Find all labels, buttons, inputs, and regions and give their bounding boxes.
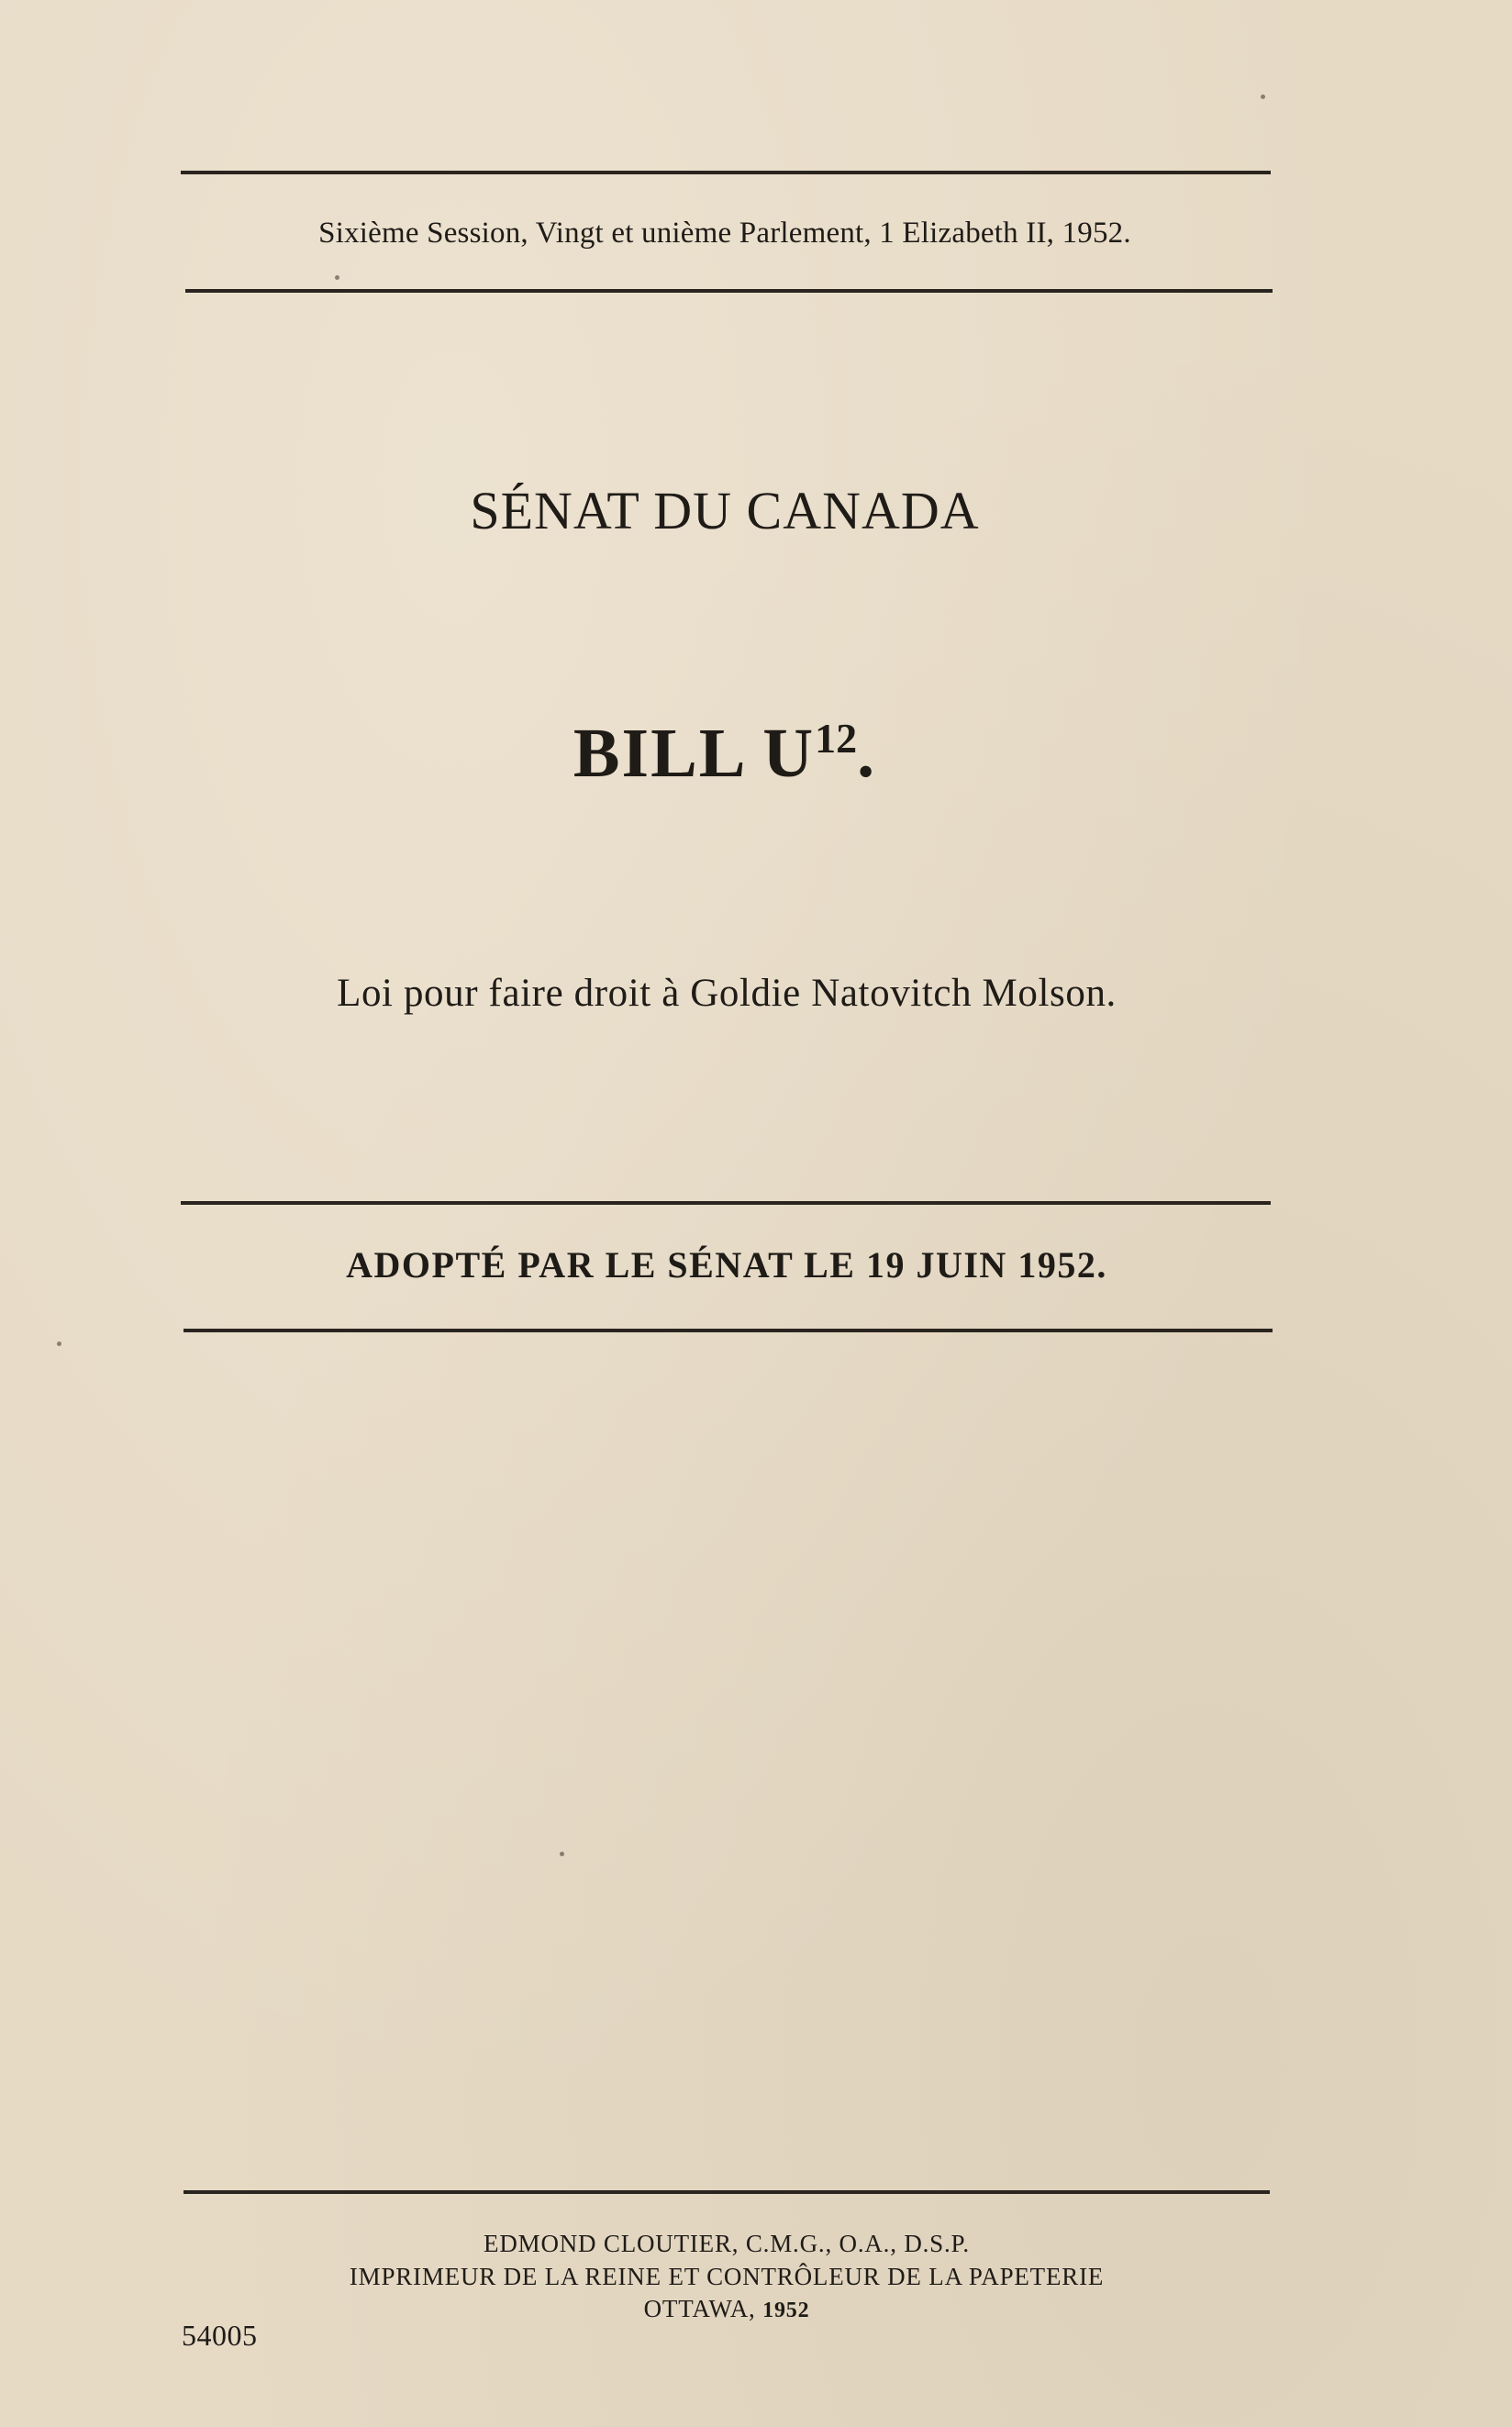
paper-speck — [335, 275, 339, 280]
adopted-bottom-rule — [183, 1329, 1273, 1332]
printer-title: IMPRIMEUR DE LA REINE ET CONTRÔLEUR DE LA PAPETERIE — [349, 2263, 1105, 2290]
document-code: 54005 — [182, 2319, 258, 2352]
adopted-status: ADOPTÉ PAR LE SÉNAT LE 19 JUIN 1952. — [346, 1244, 1107, 1286]
adopted-top-rule — [181, 1201, 1271, 1205]
session-rule — [185, 289, 1273, 293]
bill-suffix: . — [857, 715, 877, 792]
bill-description: Loi pour faire droit à Goldie Natovitch Molson. — [337, 972, 1117, 1015]
top-rule — [181, 171, 1271, 174]
paper-speck — [1261, 95, 1265, 99]
printer-year: 1952 — [762, 2299, 810, 2322]
printer-name: EDMOND CLOUTIER, C.M.G., O.A., D.S.P. — [484, 2230, 970, 2257]
paper-speck — [57, 1342, 61, 1346]
session-line: Sixième Session, Vingt et unième Parlement, 1 Elizabeth II, 1952. — [318, 217, 1131, 250]
printer-rule — [183, 2190, 1270, 2194]
bill-superscript: 12 — [815, 715, 858, 762]
paper-speck — [560, 1852, 564, 1856]
bill-number — [0, 714, 1450, 794]
chamber-title: SÉNAT DU CANADA — [470, 481, 980, 540]
bill-prefix: BILL U — [573, 715, 816, 792]
printer-city: OTTAWA, — [643, 2295, 756, 2322]
